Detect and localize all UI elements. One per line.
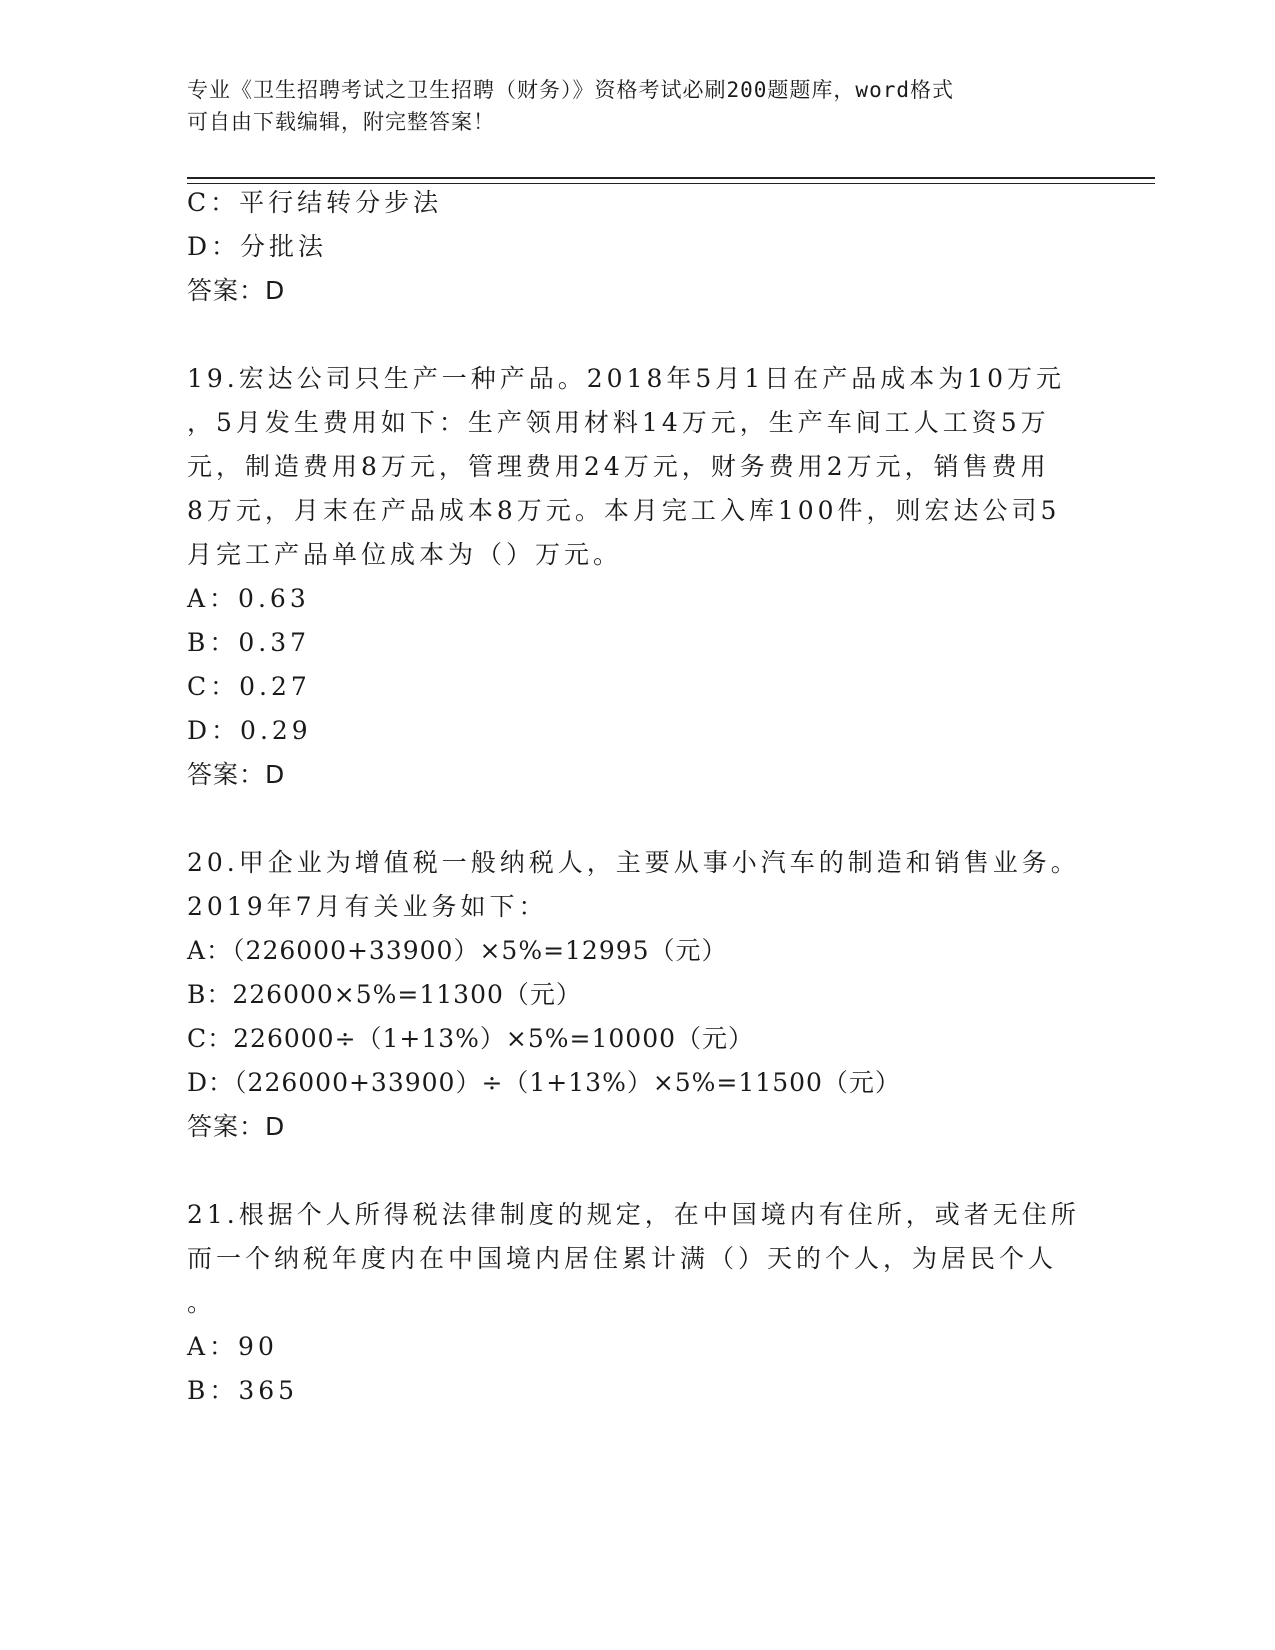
q21-stem-line-3: 。: [187, 1288, 217, 1317]
header-title-line-1: 专业《卫生招聘考试之卫生招聘（财务）》资格考试必刷200题题库，word格式: [187, 78, 954, 102]
q18-option-c: C：平行结转分步法: [187, 188, 443, 217]
q20-stem-line-2: 2019年7月有关业务如下：: [187, 892, 548, 921]
q19-stem-line-2: ，5月发生费用如下：生产领用材料14万元，生产车间工人工资5万: [187, 408, 1050, 437]
q20-option-b: B：226000×5%=11300（元）: [187, 980, 582, 1009]
q19-answer: 答案：D: [187, 760, 286, 789]
q19-option-b: B：0.37: [187, 628, 311, 657]
q21-stem-line-1: 21.根据个人所得税法律制度的规定，在中国境内有住所，或者无住所: [187, 1200, 1080, 1229]
q20-answer: 答案：D: [187, 1112, 286, 1141]
q18-answer: 答案：D: [187, 276, 286, 305]
page-header: [187, 74, 1067, 138]
q19-stem-line-5: 月完工产品单位成本为（）万元。: [187, 540, 623, 569]
q19-option-c: C：0.27: [187, 672, 311, 701]
q19-stem-line-1: 19.宏达公司只生产一种产品。2018年5月1日在产品成本为10万元: [187, 364, 1066, 393]
q20-option-d: D：（226000+33900）÷（1+13%）×5%=11500（元）: [187, 1068, 901, 1097]
q19-stem-line-3: 元，制造费用8万元，管理费用24万元，财务费用2万元，销售费用: [187, 452, 1050, 481]
q19-option-d: D：0.29: [187, 716, 312, 745]
q21-option-a: A：90: [187, 1332, 278, 1361]
header-title-line-2: 可自由下载编辑，附完整答案！: [187, 110, 495, 134]
q20-stem-line-1: 20.甲企业为增值税一般纳税人，主要从事小汽车的制造和销售业务。: [187, 848, 1080, 877]
q21-option-b: B：365: [187, 1376, 299, 1405]
q20-option-c: C：226000÷（1+13%）×5%=10000（元）: [187, 1024, 755, 1053]
q21-stem-line-2: 而一个纳税年度内在中国境内居住累计满（）天的个人，为居民个人: [187, 1244, 1058, 1273]
q20-option-a: A：（226000+33900）×5%=12995（元）: [187, 936, 728, 965]
q19-stem-line-4: 8万元，月末在产品成本8万元。本月完工入库100件，则宏达公司5: [187, 496, 1061, 525]
header-rule-thin: [187, 183, 1155, 184]
header-rule-thick: [187, 177, 1155, 179]
q18-option-d: D：分批法: [187, 232, 328, 261]
q19-option-a: A：0.63: [187, 584, 310, 613]
